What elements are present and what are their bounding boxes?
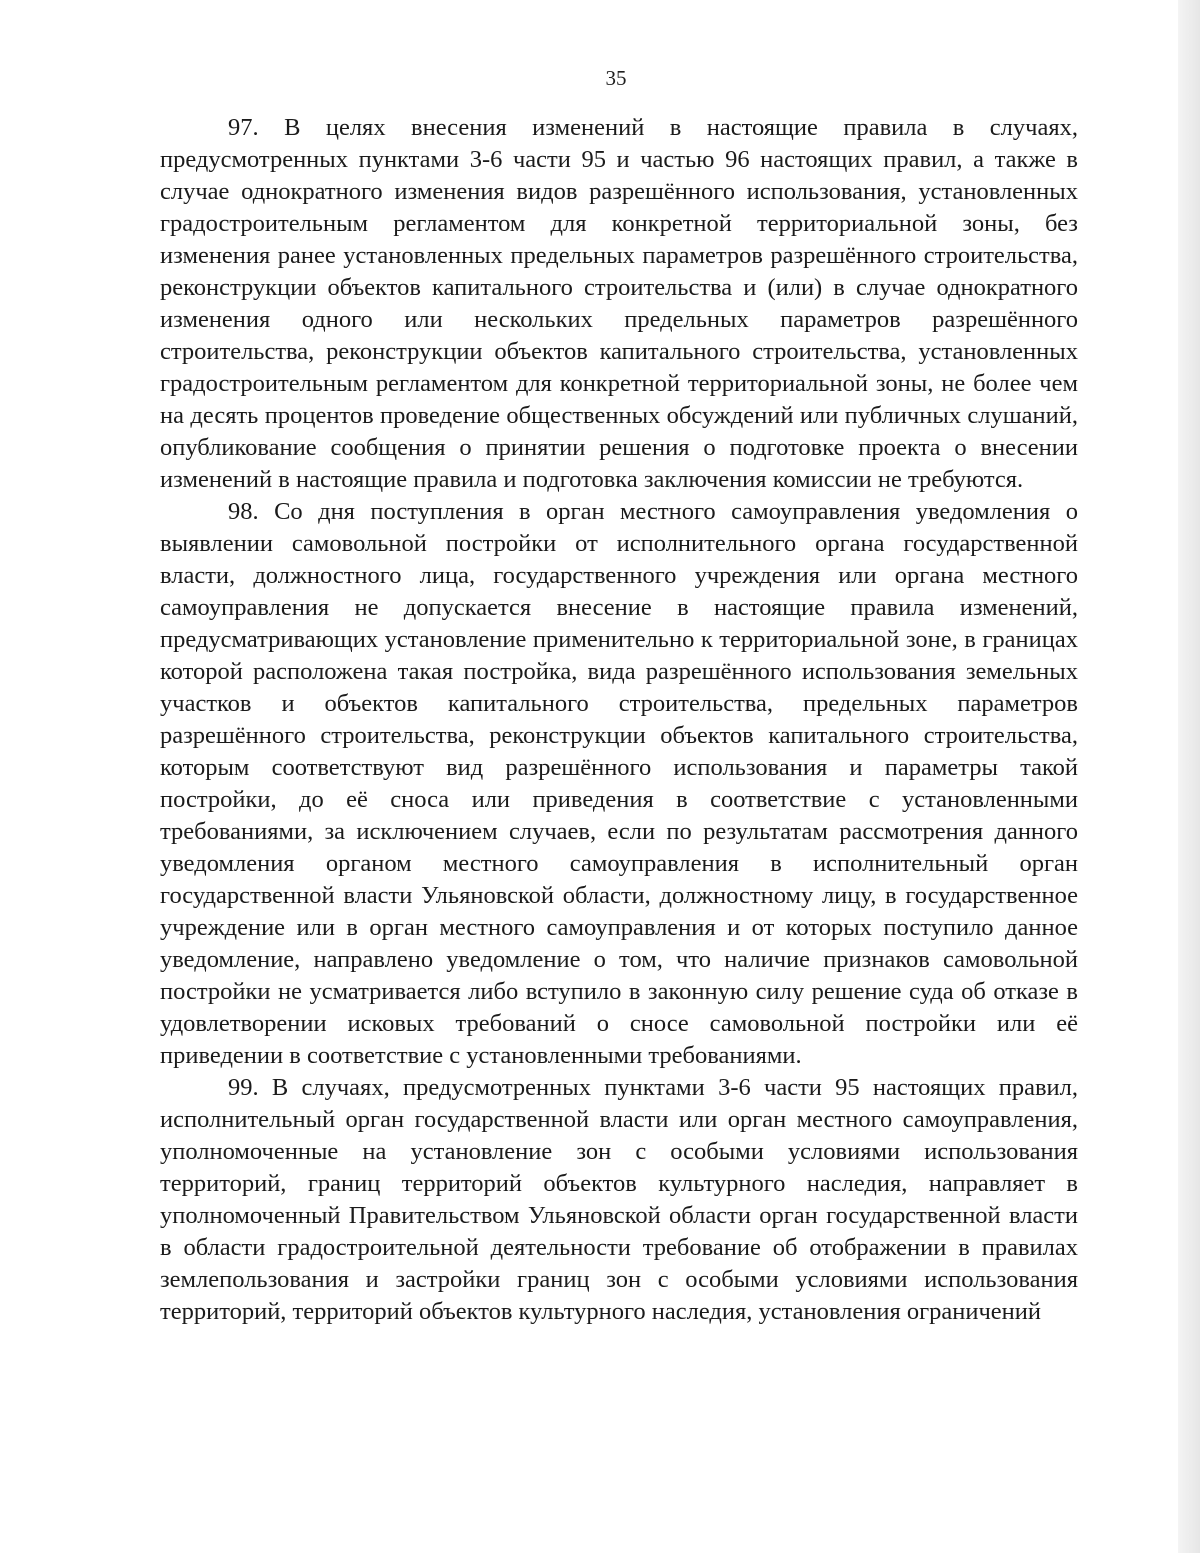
paragraph-98: 98. Со дня поступления в орган местного самоуправления уведомления о выявлении самовольной постройки от исполнительного органа государственной власти, должностного лица, государственного учреждения или органа местного самоуправления не допускается внесение в настоящие правила изменений, предусматривающих установление применительно к территориальной зоне, в границах которой расположена такая постройка, вида разрешённого использования земельных участков и объектов капитального строительства, предельных параметров разрешённого строительства, реконструкции объектов капитального строительства, которым соответствуют вид разрешённого использования и параметры такой постройки, до её сноса или приведения в соответствие с установленными требованиями, за исключением случаев, если по результатам рассмотрения данного уведомления органом местного самоуправления в исполнительный орган государственной власти Ульяновской области, должностному лицу, в государственное учреждение или в орган местного самоуправления и от которых поступило данное уведомление, направлено уведомление о том, что наличие признаков самовольной постройки не усматривается либо вступило в законную силу решение суда об отказе в удовлетворении исковых требований о сносе самовольной постройки или её приведении в соответствие с установленными требованиями. bbox=[160, 498, 1078, 1069]
scan-edge bbox=[1178, 0, 1200, 1553]
paragraph-97: 97. В целях внесения изменений в настоящие правила в случаях, предусмотренных пунктами 3-6 части 95 и частью 96 настоящих правил, а также в случае однократного изменения видов разрешённого использования, установленных градостроительным регламентом для конкретной территориальной зоны, без изменения ранее установленных предельных параметров разрешённого строительства, реконструкции объектов капитального строительства и (или) в случае однократного изменения одного или нескольких предельных параметров разрешённого строительства, реконструкции объектов капитального строительства, установленных градостроительным регламентом для конкретной территориальной зоны, не более чем на десять процентов проведение общественных обсуждений или публичных слушаний, опубликование сообщения о принятии решения о подготовке проекта о внесении изменений в настоящие правила и подготовка заключения комиссии не требуются. bbox=[160, 114, 1078, 493]
document-body bbox=[160, 112, 1078, 1328]
page-number: 35 bbox=[605, 66, 627, 90]
paragraph-99: 99. В случаях, предусмотренных пунктами 3-6 части 95 настоящих правил, исполнительный орган государственной власти или орган местного самоуправления, уполномоченные на установление зон с особыми условиями использования территорий, границ территорий объектов культурного наследия, направляет в уполномоченный Правительством Ульяновской области орган государственной власти в области градостроительной деятельности требование об отображении в правилах землепользования и застройки границ зон с особыми условиями использования территорий, территорий объектов культурного наследия, установления ограничений bbox=[160, 1074, 1078, 1325]
